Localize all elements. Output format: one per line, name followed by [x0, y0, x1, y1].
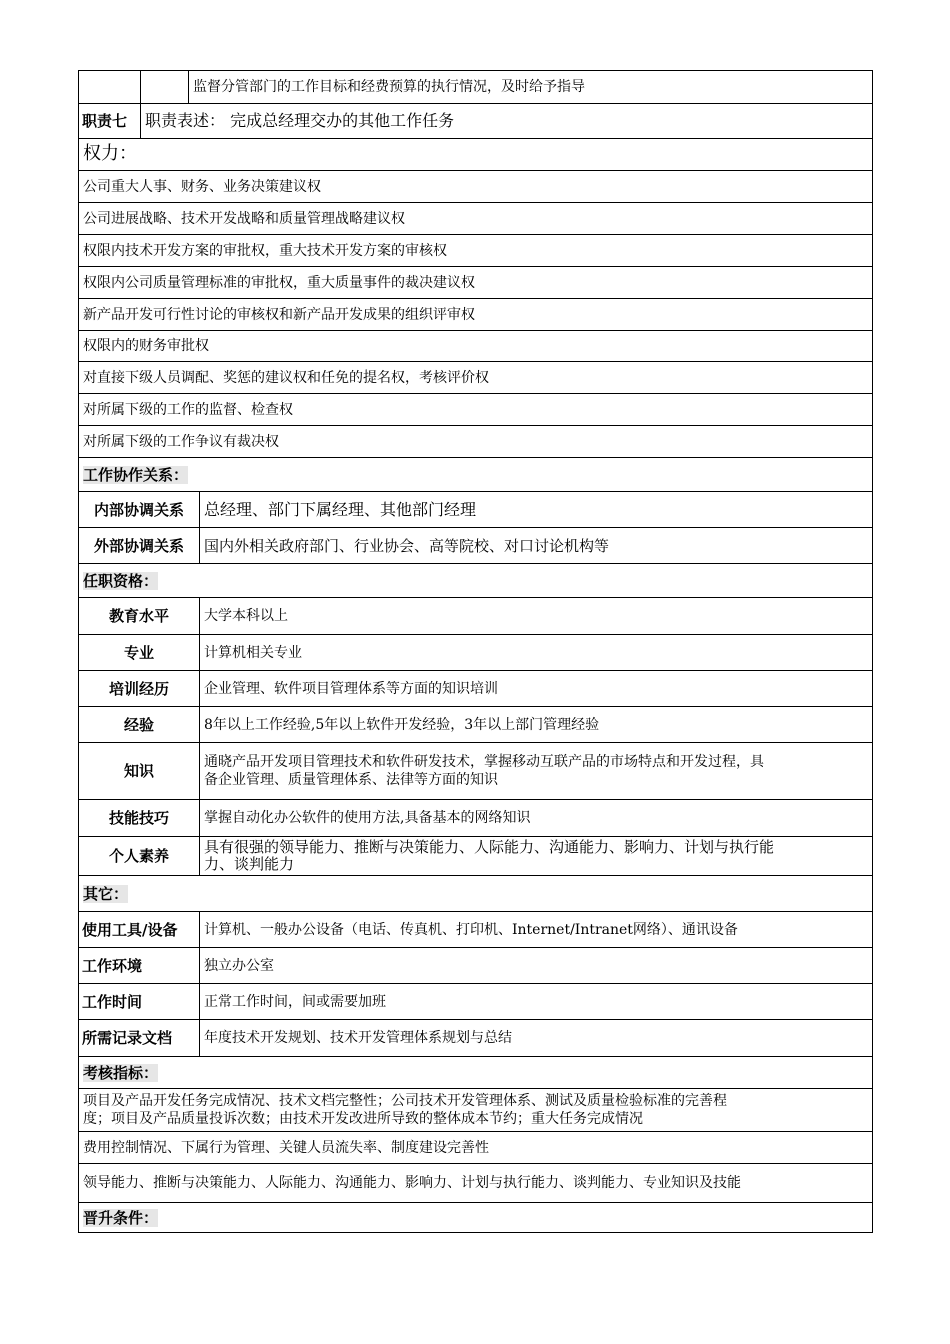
authority-item [78, 203, 873, 235]
qualification-value: 企业管理、软件项目管理体系等方面的知识培训 [204, 680, 498, 697]
qualification-label: 培训经历 [79, 671, 200, 706]
qualification-value: 8年以上工作经验,5年以上软件开发经验，3年以上部门管理经验 [204, 716, 600, 733]
authority-item-text: 公司重大人事、财务、业务决策建议权 [83, 178, 321, 195]
empty-cell [141, 71, 189, 103]
assessment-item-line: 度；项目及产品质量投诉次数；由技术开发改进所导致的整体成本节约；重大任务完成情况 [83, 1111, 643, 1127]
cooperation-heading-row [78, 458, 873, 492]
authority-item [78, 331, 873, 362]
authority-item-text: 权限内公司质量管理标准的审批权，重大质量事件的裁决建议权 [83, 274, 475, 291]
empty-cell [79, 71, 141, 103]
qualification-row [78, 800, 873, 837]
external-coordination-label: 外部协调关系 [79, 528, 200, 563]
other-value: 年度技术开发规划、技术开发管理体系规划与总结 [204, 1030, 512, 1046]
qualification-label: 经验 [79, 707, 200, 742]
other-value: 正常工作时间，间或需要加班 [204, 993, 386, 1010]
cooperation-heading: 工作协作关系： [83, 465, 189, 484]
qualification-value: 掌握自动化办公软件的使用方法,具备基本的网络知识 [204, 810, 531, 826]
qualification-value-line: 备企业管理、质量管理体系、法律等方面的知识 [204, 772, 498, 788]
authority-heading: 权力： [83, 143, 137, 164]
other-heading-row [78, 876, 873, 912]
qualification-value-line: 具有很强的领导能力、推断与决策能力、人际能力、沟通能力、影响力、计划与执行能 [204, 838, 775, 856]
qualification-label: 教育水平 [79, 598, 200, 634]
assessment-item [78, 1164, 873, 1203]
duty-seven-text: 职责表述： 完成总经理交办的其他工作任务 [145, 111, 455, 130]
duty-seven-row [78, 104, 873, 139]
authority-item-text: 新产品开发可行性讨论的审核权和新产品开发成果的组织评审权 [83, 306, 475, 323]
duty-text: 监督分管部门的工作目标和经费预算的执行情况，及时给予指导 [193, 79, 585, 95]
other-row [78, 1020, 873, 1057]
qualification-value [200, 837, 872, 875]
qualification-row [78, 671, 873, 707]
assessment-item-text [79, 1089, 872, 1131]
qualification-row [78, 837, 873, 876]
authority-item-text: 对直接下级人员调配、奖惩的建议权和任免的提名权，考核评价权 [83, 369, 489, 386]
internal-coordination-row [78, 492, 873, 528]
duty-seven-label: 职责七 [79, 104, 141, 138]
authority-item [78, 235, 873, 267]
duty-continuation-row [78, 70, 873, 104]
qualification-value [200, 743, 872, 799]
authority-item [78, 171, 873, 203]
qualification-heading-row [78, 564, 873, 598]
qualification-label: 个人素养 [79, 837, 200, 875]
qualification-row [78, 743, 873, 800]
other-label: 工作时间 [79, 984, 200, 1019]
assessment-heading: 考核指标： [83, 1063, 159, 1082]
other-row [78, 912, 873, 948]
qualification-label: 知识 [79, 743, 200, 799]
authority-item-text: 权限内技术开发方案的审批权，重大技术开发方案的审核权 [83, 242, 447, 259]
internal-coordination-value: 总经理、部门下属经理、其他部门经理 [204, 499, 477, 519]
authority-item-text: 对所属下级的工作争议有裁决权 [83, 433, 279, 450]
external-coordination-row [78, 528, 873, 564]
external-coordination-value: 国内外相关政府部门、行业协会、高等院校、对口讨论机构等 [204, 536, 610, 555]
qualification-heading: 任职资格： [83, 571, 159, 590]
authority-item-text: 对所属下级的工作的监督、检查权 [83, 401, 293, 418]
qualification-value-line: 通晓产品开发项目管理技术和软件研发技术，掌握移动互联产品的市场特点和开发过程，具 [204, 754, 764, 770]
authority-item [78, 362, 873, 394]
assessment-item-text: 领导能力、推断与决策能力、人际能力、沟通能力、影响力、计划与执行能力、谈判能力、专业知识及技能 [83, 1175, 741, 1191]
qualification-row [78, 707, 873, 743]
qualification-row [78, 598, 873, 635]
authority-item [78, 426, 873, 458]
assessment-item-line: 项目及产品开发任务完成情况、技术文档完整性；公司技术开发管理体系、测试及质量检验标准的完善程 [83, 1093, 727, 1109]
other-value: 计算机、一般办公设备（电话、传真机、打印机、Internet/Intranet网络）、通讯设备 [204, 921, 738, 938]
promotion-heading: 晋升条件： [83, 1208, 159, 1227]
qualification-row [78, 635, 873, 671]
authority-item-text: 权限内的财务审批权 [83, 338, 209, 354]
internal-coordination-label: 内部协调关系 [79, 492, 200, 527]
qualification-value-line: 力、谈判能力 [204, 855, 295, 873]
other-label: 所需记录文档 [79, 1020, 200, 1056]
assessment-item [78, 1132, 873, 1164]
assessment-item-text: 费用控制情况、下属行为管理、关键人员流失率、制度建设完善性 [83, 1139, 489, 1156]
qualification-value: 计算机相关专业 [204, 644, 302, 661]
promotion-heading-row [78, 1203, 873, 1233]
qualification-label: 专业 [79, 635, 200, 670]
other-value: 独立办公室 [204, 957, 274, 974]
authority-item [78, 267, 873, 299]
other-row [78, 948, 873, 984]
qualification-label: 技能技巧 [79, 800, 200, 836]
other-label: 使用工具/设备 [79, 912, 200, 947]
assessment-item [78, 1089, 873, 1132]
authority-item-text: 公司进展战略、技术开发战略和质量管理战略建议权 [83, 210, 405, 227]
authority-item [78, 394, 873, 426]
qualification-value: 大学本科以上 [204, 608, 288, 624]
other-label: 工作环境 [79, 948, 200, 983]
assessment-heading-row [78, 1057, 873, 1089]
other-heading: 其它： [83, 884, 129, 903]
other-row [78, 984, 873, 1020]
authority-heading-row [78, 139, 873, 171]
authority-item [78, 299, 873, 331]
job-description-table [78, 70, 873, 1233]
